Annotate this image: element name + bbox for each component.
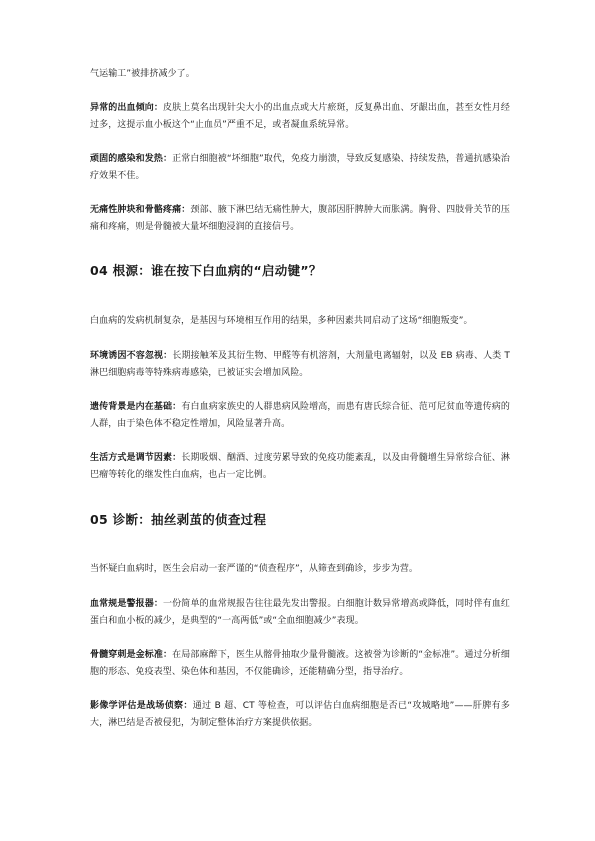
term-label: 血常规是警报器： bbox=[90, 599, 164, 609]
term-label: 生活方式是调节因素： bbox=[90, 453, 182, 463]
term-text: 长期吸烟、酗酒、过度劳累导致的免疫功能紊乱，以及由骨髓增生异常综合征、淋巴瘤等转化的继发性白血病，也占一定比例。 bbox=[90, 453, 510, 480]
term-label: 影像学评估是战场侦察： bbox=[90, 701, 193, 711]
paragraph-continuation: 气运输工”被排挤减少了。 bbox=[90, 69, 195, 79]
symptom-bleeding bbox=[90, 100, 510, 134]
term-label: 骨髓穿刺是金标准： bbox=[90, 650, 173, 660]
term-label: 遗传背景是内在基础： bbox=[90, 402, 182, 412]
diagnosis-imaging bbox=[90, 698, 510, 732]
article-body bbox=[90, 66, 510, 732]
cause-lifestyle bbox=[90, 450, 510, 484]
diagnosis-blood-routine bbox=[90, 596, 510, 630]
term-label: 顽固的感染和发热： bbox=[90, 154, 173, 164]
symptom-infection bbox=[90, 151, 510, 185]
cause-environment bbox=[90, 348, 510, 382]
term-text: 有白血病家族史的人群患病风险增高，而患有唐氏综合征、范可尼贫血等遗传病的人群，由于染色体不稳定性增加，风险显著升高。 bbox=[90, 402, 510, 429]
cause-genetics bbox=[90, 399, 510, 433]
section-heading-04: 04 根源：谁在按下白血病的“启动键”？ bbox=[90, 263, 322, 278]
term-text: 正常白细胞被“坏细胞”取代，免疫力崩溃，导致反复感染、持续发热，普通抗感染治疗效果不佳。 bbox=[90, 154, 510, 181]
symptom-lump-bone-pain bbox=[90, 202, 510, 236]
term-label: 无痛性肿块和骨骼疼痛： bbox=[90, 205, 191, 215]
term-text: 在局部麻醉下，医生从髂骨抽取少量骨髓液。这被誉为诊断的“金标准”。通过分析细胞的形态、免疫表型、染色体和基因，不仅能确诊，还能精确分型，指导治疗。 bbox=[90, 650, 510, 677]
section-heading-05: 05 诊断：抽丝剥茧的侦查过程 bbox=[90, 512, 267, 527]
term-text: 通过 B 超、CT 等检查，可以评估白血病细胞是否已“攻城略地”——肝脾有多大，淋巴结是否被侵犯，为制定整体治疗方案提供依据。 bbox=[90, 701, 510, 728]
term-text: 一份简单的血常规报告往往最先发出警报。白细胞计数异常增高或降低，同时伴有血红蛋白和血小板的减少，是典型的“一高两低”或“全血细胞减少”表现。 bbox=[90, 599, 510, 626]
term-text: 颈部、腋下淋巴结无痛性肿大，腹部因肝脾肿大而胀满。胸骨、四肢骨关节的压痛和疼痛，则是骨髓被大量坏细胞浸润的直接信号。 bbox=[90, 205, 510, 232]
term-label: 异常的出血倾向： bbox=[90, 103, 164, 113]
term-text: 长期接触苯及其衍生物、甲醛等有机溶剂，大剂量电离辐射，以及 EB 病毒、人类 T 淋巴细胞病毒等特殊病毒感染，已被证实会增加风险。 bbox=[90, 351, 510, 378]
term-label: 环境诱因不容忽视： bbox=[90, 351, 173, 361]
section-04-intro: 白血病的发病机制复杂，是基因与环境相互作用的结果，多种因素共同启动了这场“细胞叛变”。 bbox=[90, 316, 473, 326]
term-text: 皮肤上莫名出现针尖大小的出血点或大片瘀斑，反复鼻出血、牙龈出血，甚至女性月经过多，这提示血小板这个“止血员”严重不足，或者凝血系统异常。 bbox=[90, 103, 510, 130]
section-05-intro: 当怀疑白血病时，医生会启动一套严谨的“侦查程序”，从筛查到确诊，步步为营。 bbox=[90, 564, 419, 574]
diagnosis-bone-marrow bbox=[90, 647, 510, 681]
